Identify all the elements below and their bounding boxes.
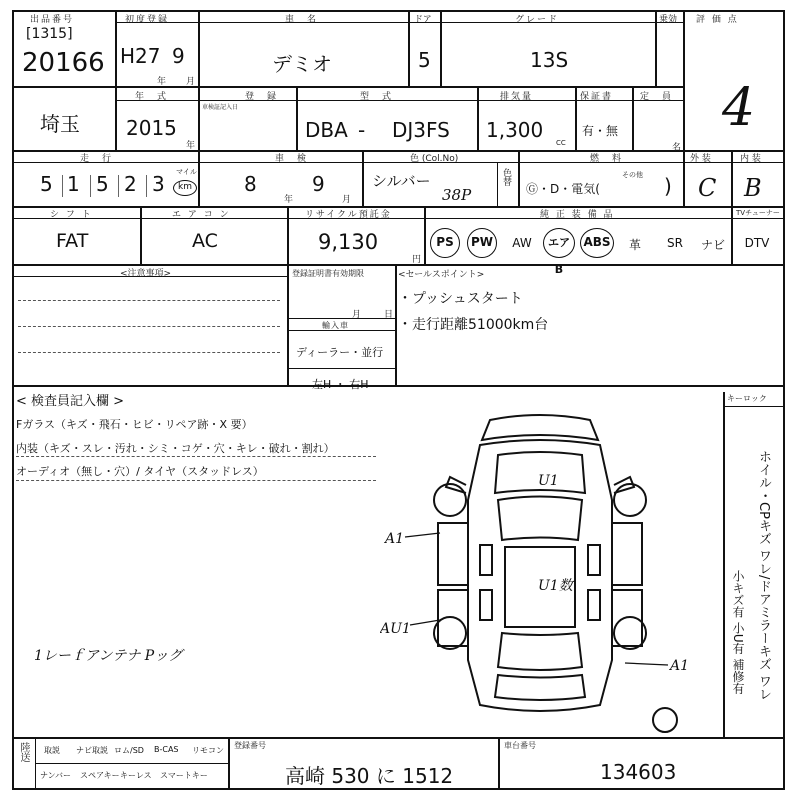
footer-item-keyless: キーレス bbox=[120, 771, 152, 780]
caution-line-3 bbox=[18, 352, 280, 353]
col-v7 bbox=[296, 86, 298, 150]
car-name-label: 車 名 bbox=[285, 15, 319, 25]
col-v6 bbox=[683, 10, 685, 150]
first-reg-month: 9 bbox=[172, 44, 185, 68]
row-divider-1 bbox=[12, 86, 684, 88]
lot-number: 20166 bbox=[22, 48, 105, 78]
col-v19 bbox=[424, 206, 426, 264]
date-note: 車検証記入日 bbox=[202, 104, 239, 111]
equip-sunroof: SR bbox=[667, 236, 683, 250]
warranty-label: 保証書 bbox=[580, 92, 614, 102]
caution-line-2 bbox=[18, 326, 280, 327]
type-dash: - bbox=[358, 118, 366, 142]
model-year-unit: 年 bbox=[186, 141, 196, 151]
mark-u1-hood: U1 bbox=[538, 473, 559, 489]
import-type: ディーラー・並行 bbox=[296, 346, 384, 359]
row-divider-3 bbox=[12, 206, 785, 208]
reg-deadline-month-unit: 月 bbox=[352, 310, 362, 320]
legend-col-h bbox=[723, 406, 785, 407]
inspection-line-glass: Fガラス（キズ・飛石・ヒビ・リペア跡・X 要） bbox=[16, 418, 253, 431]
equip-ps: PS bbox=[430, 228, 460, 258]
recycle-label: リサイクル預託金 bbox=[305, 210, 392, 220]
location: 埼玉 bbox=[40, 112, 80, 136]
col-v21 bbox=[395, 264, 397, 386]
label-strip-3 bbox=[12, 162, 785, 163]
legend-col-line bbox=[723, 392, 725, 738]
col-v13 bbox=[497, 162, 498, 206]
color-change-label: 色替 bbox=[501, 168, 511, 186]
fuel-close: ) bbox=[664, 174, 672, 198]
type-label: 型 式 bbox=[360, 92, 394, 102]
row-divider-5 bbox=[12, 385, 785, 387]
foot-v2 bbox=[228, 737, 230, 789]
first-reg-year-unit: 年 bbox=[157, 77, 167, 87]
first-reg-label: 初度登録 bbox=[125, 15, 170, 25]
import-label: 輸入車 bbox=[322, 321, 349, 330]
mileage-label: 走 行 bbox=[80, 154, 114, 164]
cc-label: 排気量 bbox=[500, 92, 534, 102]
footer-item-spare-key: スペアキー bbox=[80, 771, 120, 780]
dual-label: 乗効 bbox=[659, 15, 678, 25]
type-prefix: DBA bbox=[305, 118, 348, 142]
frame-right bbox=[783, 10, 785, 790]
capacity-unit: 名 bbox=[672, 143, 682, 153]
equip-abs: ABS bbox=[580, 228, 614, 258]
chassis-label: 車台番号 bbox=[504, 741, 536, 750]
mileage-digit-3: 5 bbox=[96, 172, 109, 196]
mileage-sep-3 bbox=[118, 175, 119, 197]
plate-label: 登録番号 bbox=[234, 741, 266, 750]
reg-deadline-label: 登録証明書有効期限 bbox=[292, 269, 364, 278]
mileage-digit-1: 5 bbox=[40, 172, 53, 196]
date-label: 登 録 bbox=[245, 92, 279, 102]
shift: FAT bbox=[56, 230, 89, 252]
col-v10 bbox=[632, 86, 634, 150]
car-name: デミオ bbox=[272, 52, 332, 76]
ac-label: エ ア コ ン bbox=[172, 210, 231, 220]
door-label: ドア bbox=[414, 15, 432, 25]
transport-label: 陸送 bbox=[18, 742, 29, 762]
lot-label: 出品番号 bbox=[30, 15, 75, 25]
footer-item-smart-key: スマートキー bbox=[160, 771, 208, 780]
sales-point-1: ・プッシュスタート bbox=[398, 291, 523, 307]
sales-label: <セールスポイント> bbox=[398, 270, 485, 280]
mark-a1-front-left: A1 bbox=[385, 531, 405, 547]
caution-label: <注意事項> bbox=[120, 269, 172, 279]
equip-leather: 革 bbox=[628, 238, 641, 252]
col-v12 bbox=[362, 150, 364, 206]
keyless-label: キーロック bbox=[727, 394, 767, 403]
col-v8 bbox=[477, 86, 479, 150]
footer-item-manual: 取説 bbox=[44, 746, 60, 755]
legend-damage-types: ホイル・CPキズ ワレ/ドアミラーキズ ワレ bbox=[756, 450, 771, 701]
cc-unit: CC bbox=[556, 139, 566, 147]
recycle-fee: 9,130 bbox=[318, 230, 379, 254]
equip-dtv: DTV bbox=[744, 236, 770, 250]
col-v2 bbox=[198, 10, 200, 150]
footer-item-number: ナンバー bbox=[40, 771, 72, 780]
fuel-label: 燃 料 bbox=[590, 154, 624, 164]
col-v3 bbox=[408, 10, 410, 87]
inspection-handwritten-note: 1レーｆアンテナ Pッグ bbox=[34, 648, 183, 664]
inspection-dash-2 bbox=[16, 480, 376, 481]
caution-line-1 bbox=[18, 300, 280, 301]
col-v4 bbox=[440, 10, 442, 87]
interior-label: 内 装 bbox=[740, 154, 761, 164]
mark-u1-roof: U1数 bbox=[538, 578, 573, 594]
chassis-number: 134603 bbox=[600, 760, 677, 784]
mileage-unit-km: km bbox=[173, 180, 197, 196]
footer-item-remote: リモコン bbox=[192, 746, 224, 755]
col-v15 bbox=[683, 150, 685, 206]
col-v11 bbox=[198, 150, 200, 206]
mileage-sep-1 bbox=[62, 175, 63, 197]
sales-point-2: ・走行距離51000km台 bbox=[398, 317, 549, 333]
col-v1 bbox=[115, 10, 117, 150]
foot-h1 bbox=[35, 763, 228, 764]
col-v14 bbox=[518, 150, 520, 206]
type-code: DJ3FS bbox=[392, 118, 450, 142]
mileage-unit-miles: マイル bbox=[176, 168, 197, 176]
col-v18 bbox=[287, 206, 289, 386]
color: シルバー bbox=[372, 172, 431, 190]
mileage-digit-5: 3 bbox=[152, 172, 165, 196]
notes-h1 bbox=[287, 318, 395, 319]
col-v20 bbox=[731, 206, 733, 264]
col-v16 bbox=[731, 150, 733, 206]
mark-au1-rear-left: AU1 bbox=[380, 621, 411, 637]
shift-label: シ フ ト bbox=[50, 210, 93, 220]
footer-item-navi-manual: ナビ取説 bbox=[76, 746, 108, 755]
footer-item-bcas: B-CAS bbox=[154, 745, 179, 754]
model-year: 2015 bbox=[126, 116, 177, 140]
foot-v3 bbox=[498, 737, 500, 789]
inspection-month-unit: 月 bbox=[342, 195, 352, 205]
row-divider-2 bbox=[12, 150, 785, 152]
lot-bracket: [1315] bbox=[26, 26, 73, 42]
inspection-dash-1 bbox=[16, 456, 376, 457]
fuel-other: その他 bbox=[622, 171, 643, 179]
color-label: 色 (Col.No) bbox=[410, 154, 459, 164]
inspection-line-audio: オーディオ（無し・穴）/ タイヤ（スタッドレス） bbox=[16, 465, 264, 478]
inspection-year-unit: 年 bbox=[284, 195, 294, 205]
mileage-digit-2: 1 bbox=[67, 172, 80, 196]
legend-damage-levels: 小キズ有 小U有 補修有 bbox=[731, 570, 745, 695]
tv-tuner-label: TVチューナー bbox=[736, 209, 780, 217]
fuel-options: Ⓖ・D・電気( bbox=[526, 182, 600, 196]
grade-label: グレード bbox=[515, 15, 560, 25]
warranty: 有・無 bbox=[582, 124, 619, 138]
car-diagram bbox=[380, 405, 700, 735]
mileage-sep-2 bbox=[90, 175, 91, 197]
col-v9 bbox=[575, 86, 577, 150]
exterior-label: 外 装 bbox=[690, 154, 711, 164]
equip-aw: AW bbox=[512, 236, 532, 250]
equip-airbag: エアB bbox=[543, 228, 575, 258]
engine-cc: 1,300 bbox=[486, 118, 544, 142]
score-label: 評 価 点 bbox=[696, 15, 739, 25]
air-conditioner: AC bbox=[192, 230, 218, 252]
capacity-label: 定 員 bbox=[640, 92, 674, 102]
inspection-line-interior: 内装（キズ・スレ・汚れ・シミ・コゲ・穴・キレ・破れ・割れ） bbox=[16, 442, 335, 455]
inspection-month: 9 bbox=[312, 172, 325, 196]
equipment-label: 純 正 装 備 品 bbox=[540, 210, 615, 220]
model-year-label: 年 式 bbox=[135, 92, 169, 102]
handle-side: 左H ・ 右H bbox=[312, 378, 369, 391]
door-count: 5 bbox=[418, 48, 431, 72]
interior-grade: B bbox=[744, 174, 762, 202]
label-strip-4 bbox=[12, 218, 785, 219]
frame-left bbox=[12, 10, 14, 790]
inspection-title: < 検査員記入欄 > bbox=[16, 394, 125, 409]
label-strip-1 bbox=[115, 22, 683, 23]
footer-item-rom-sd: ロム/SD bbox=[114, 746, 144, 755]
recycle-unit: 円 bbox=[412, 255, 422, 265]
equip-pw: PW bbox=[467, 228, 497, 258]
mileage-digit-4: 2 bbox=[124, 172, 137, 196]
score: 4 bbox=[722, 78, 756, 138]
reg-deadline-day-unit: 日 bbox=[384, 310, 394, 320]
equip-navi: ナビ bbox=[700, 238, 725, 252]
first-reg-month-unit: 月 bbox=[186, 77, 196, 87]
notes-h3 bbox=[287, 368, 395, 369]
inspection-year: 8 bbox=[244, 172, 257, 196]
mileage-sep-4 bbox=[146, 175, 147, 197]
plate-number: 高崎 530 に 1512 bbox=[285, 764, 454, 788]
color-number: 38P bbox=[442, 186, 472, 204]
mark-a1-rear-right: A1 bbox=[670, 658, 690, 674]
exterior-grade: C bbox=[698, 174, 717, 202]
row-divider-6 bbox=[12, 737, 785, 739]
col-v5 bbox=[655, 10, 657, 87]
grade: 13S bbox=[530, 48, 569, 72]
col-v17 bbox=[140, 206, 142, 264]
first-reg-era: H27 bbox=[120, 44, 161, 68]
inspection-label: 車 検 bbox=[275, 154, 309, 164]
